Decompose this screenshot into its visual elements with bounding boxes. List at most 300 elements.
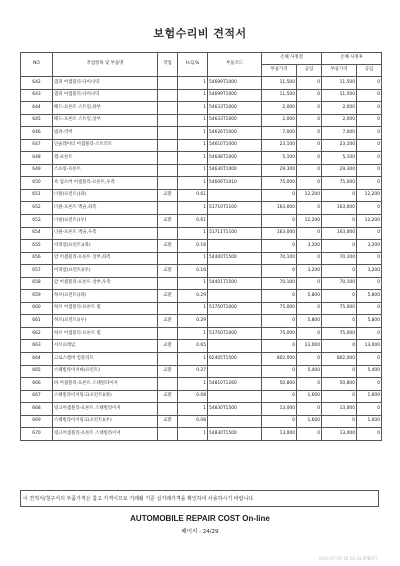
header-before-labor: 공임: [297, 65, 322, 77]
header-before-part-price: 부품가격: [262, 65, 297, 77]
row-part-code: [208, 290, 262, 303]
row-item-name: 어퍼암(프런트)(좌): [53, 240, 158, 253]
row-before-labor: 1,600: [297, 390, 322, 403]
row-after-labor: 0: [357, 403, 382, 416]
row-part-code: 54633T1000: [208, 114, 262, 127]
row-after-labor: 0: [357, 102, 382, 115]
row-part-code: [208, 265, 262, 278]
row-work-type: 교환: [158, 290, 178, 303]
table-row: [21, 428, 382, 441]
row-before-part-price: 75,000: [262, 302, 297, 315]
row-before-labor: 0: [297, 277, 322, 290]
row-part-code: 54630T1000: [208, 164, 262, 177]
row-item-name: 스태빌라이저링크(프런트)(좌): [53, 390, 158, 403]
row-after-part-price: 0: [322, 189, 357, 202]
row-after-part-price: 11,500: [322, 77, 357, 90]
row-work-type: [158, 102, 178, 115]
header-after-labor: 공임: [357, 65, 382, 77]
row-part-code: 54830T1500: [208, 428, 262, 441]
header-after-part-price: 부품가격: [322, 65, 357, 77]
row-item-name: 스태빌라이저바(프런트): [53, 365, 158, 378]
row-work-type: 교환: [158, 365, 178, 378]
header-after: 손해 사정후: [322, 53, 382, 65]
row-work-type: [158, 327, 178, 340]
row-work-type: [158, 77, 178, 90]
row-before-part-price: 13,000: [262, 403, 297, 416]
row-work-type: [158, 127, 178, 140]
row-before-part-price: 0: [262, 240, 297, 253]
table-row: [21, 102, 382, 115]
table-row: [21, 127, 382, 140]
table-row: [21, 265, 382, 278]
row-hq: 0.61: [178, 215, 208, 228]
row-part-code: [208, 390, 262, 403]
row-work-type: [158, 202, 178, 215]
row-before-labor: 0: [297, 227, 322, 240]
row-before-part-price: 5,100: [262, 152, 297, 165]
row-item-name: 인슐레이터 어셈블리-스트러트: [53, 139, 158, 152]
row-part-code: 54810T1260: [208, 378, 262, 391]
row-hq: 1: [178, 327, 208, 340]
row-before-labor: 0: [297, 89, 322, 102]
row-hq: 1: [178, 302, 208, 315]
table-row: [21, 240, 382, 253]
row-part-code: 54626T1000: [208, 127, 262, 140]
row-after-part-price: 0: [322, 340, 357, 353]
row-after-part-price: 11,500: [322, 89, 357, 102]
row-after-part-price: 0: [322, 265, 357, 278]
row-work-type: [158, 252, 178, 265]
row-hq: 1: [178, 114, 208, 127]
row-hq: 1: [178, 89, 208, 102]
row-before-part-price: 0: [262, 290, 297, 303]
row-no: 669: [21, 415, 53, 428]
row-before-labor: 12,200: [297, 189, 322, 202]
table-row: [21, 139, 382, 152]
row-hq: 1: [178, 378, 208, 391]
header-work: 작업: [158, 53, 178, 77]
row-part-code: [208, 415, 262, 428]
row-part-code: [208, 315, 262, 328]
row-part-code: 54699T1000: [208, 89, 262, 102]
row-part-code: 51750T1000: [208, 327, 262, 340]
row-item-name: 허브(프런트)(우): [53, 315, 158, 328]
row-work-type: 교환: [158, 315, 178, 328]
row-item-name: 허브 어셈블리-프론트 휠: [53, 302, 158, 315]
table-row: [21, 252, 382, 265]
row-after-part-price: 163,000: [322, 202, 357, 215]
row-work-type: [158, 428, 178, 441]
row-after-labor: 0: [357, 89, 382, 102]
row-hq: 1: [178, 152, 208, 165]
row-after-labor: 0: [357, 327, 382, 340]
row-after-part-price: 7,000: [322, 127, 357, 140]
row-item-name: 바 어셈블리-프론트 스태빌라이저: [53, 378, 158, 391]
row-hq: 1: [178, 177, 208, 190]
row-before-labor: 0: [297, 403, 322, 416]
table-row: [21, 177, 382, 190]
row-no: 649: [21, 164, 53, 177]
table-row: [21, 327, 382, 340]
row-before-labor: 0: [297, 164, 322, 177]
row-before-labor: 0: [297, 353, 322, 366]
row-hq: 1: [178, 277, 208, 290]
table-row: [21, 290, 382, 303]
row-part-code: [208, 365, 262, 378]
row-no: 652: [21, 202, 53, 215]
row-after-labor: 0: [357, 164, 382, 177]
row-part-code: 51750T1000: [208, 302, 262, 315]
row-part-code: 54830T1500: [208, 403, 262, 416]
row-before-part-price: 29,300: [262, 164, 297, 177]
row-after-labor: 12,200: [357, 189, 382, 202]
row-part-code: 54699T1000: [208, 77, 262, 90]
row-before-labor: 3,200: [297, 265, 322, 278]
row-work-type: 교환: [158, 215, 178, 228]
row-before-part-price: 75,000: [262, 177, 297, 190]
row-hq: 1: [178, 403, 208, 416]
row-hq: 1: [178, 227, 208, 240]
row-no: 647: [21, 139, 53, 152]
row-after-part-price: 802,000: [322, 353, 357, 366]
row-before-part-price: 802,000: [262, 353, 297, 366]
row-part-code: 51710T1100: [208, 202, 262, 215]
row-item-name: 너클-프론트 액슬,좌측: [53, 202, 158, 215]
row-before-part-price: 2,000: [262, 114, 297, 127]
row-no: 644: [21, 102, 53, 115]
row-after-labor: 5,400: [357, 365, 382, 378]
row-hq: 0.16: [178, 265, 208, 278]
row-hq: 1: [178, 202, 208, 215]
row-part-code: 54648T1000: [208, 152, 262, 165]
row-no: 670: [21, 428, 53, 441]
row-before-labor: 3,200: [297, 240, 322, 253]
row-after-part-price: 5,100: [322, 152, 357, 165]
row-before-part-price: 0: [262, 265, 297, 278]
row-after-labor: 13,000: [357, 340, 382, 353]
row-item-name: 어퍼암(프런트)(우): [53, 265, 158, 278]
row-before-labor: 0: [297, 302, 322, 315]
row-no: 668: [21, 403, 53, 416]
header-row-1: [21, 53, 382, 65]
row-hq: 0.65: [178, 340, 208, 353]
row-before-part-price: 11,500: [262, 89, 297, 102]
row-work-type: [158, 114, 178, 127]
row-after-labor: 1,600: [357, 415, 382, 428]
table-row: [21, 89, 382, 102]
row-work-type: [158, 378, 178, 391]
row-after-labor: 1,600: [357, 390, 382, 403]
row-before-labor: 1,600: [297, 415, 322, 428]
row-part-code: 54400T1500: [208, 252, 262, 265]
row-no: 657: [21, 265, 53, 278]
table-row: [21, 390, 382, 403]
row-before-part-price: 70,100: [262, 252, 297, 265]
row-before-part-price: 23,100: [262, 139, 297, 152]
row-after-labor: 0: [357, 302, 382, 315]
row-no: 646: [21, 127, 53, 140]
row-before-part-price: 11,500: [262, 77, 297, 90]
table-row: [21, 403, 382, 416]
table-row: [21, 227, 382, 240]
row-no: 661: [21, 315, 53, 328]
row-work-type: [158, 177, 178, 190]
row-work-type: [158, 89, 178, 102]
row-after-part-price: 29,300: [322, 164, 357, 177]
row-after-part-price: 0: [322, 290, 357, 303]
row-before-labor: 0: [297, 127, 322, 140]
header-before: 손해 사정전: [262, 53, 322, 65]
print-stamp: 2024-07-05 16:54:34 RPB077: [318, 556, 378, 561]
row-before-part-price: 0: [262, 315, 297, 328]
row-after-labor: 0: [357, 378, 382, 391]
row-work-type: 교환: [158, 415, 178, 428]
row-hq: 1: [178, 102, 208, 115]
row-item-name: 패드-프론트 스트럿,상부: [53, 114, 158, 127]
row-hq: 1: [178, 252, 208, 265]
row-no: 656: [21, 252, 53, 265]
row-item-name: 너클(프런트)(우): [53, 215, 158, 228]
row-before-labor: 0: [297, 114, 322, 127]
row-before-labor: 0: [297, 177, 322, 190]
row-after-labor: 0: [357, 202, 382, 215]
row-after-part-price: 0: [322, 215, 357, 228]
row-part-code: [208, 240, 262, 253]
row-after-labor: 0: [357, 277, 382, 290]
row-before-labor: 0: [297, 428, 322, 441]
row-item-name: 너클-프론트 액슬,우측: [53, 227, 158, 240]
price-notice: 이 견적서/청구서의 부품가격은 참고 가격이므로 거래될 기준 실거래가격을 확인하여 사용하시기 바랍니다.: [20, 490, 379, 507]
row-after-part-price: 2,000: [322, 114, 357, 127]
header-hq: H,Q,%: [178, 53, 208, 77]
row-after-labor: 3,200: [357, 265, 382, 278]
row-work-type: 교환: [158, 340, 178, 353]
row-item-name: 캡-프론트: [53, 152, 158, 165]
row-after-labor: 0: [357, 127, 382, 140]
row-before-part-price: 0: [262, 189, 297, 202]
row-before-part-price: 50,800: [262, 378, 297, 391]
row-before-labor: 0: [297, 102, 322, 115]
table-row: [21, 415, 382, 428]
table-row: [21, 114, 382, 127]
row-after-part-price: 75,000: [322, 327, 357, 340]
table-row: [21, 353, 382, 366]
row-after-labor: 0: [357, 152, 382, 165]
row-no: 662: [21, 327, 53, 340]
row-no: 665: [21, 365, 53, 378]
table-row: [21, 315, 382, 328]
row-hq: 0.08: [178, 390, 208, 403]
row-part-code: [208, 340, 262, 353]
header-no: NO: [21, 53, 53, 77]
row-hq: 0.29: [178, 290, 208, 303]
footer-title: AUTOMOBILE REPAIR COST On-line: [130, 514, 270, 523]
row-hq: 0.61: [178, 189, 208, 202]
row-no: 653: [21, 215, 53, 228]
row-item-name: 댐퍼 어셈블리-다이나믹: [53, 77, 158, 90]
row-item-name: 스태빌라이저링크(프런트)(우): [53, 415, 158, 428]
row-item-name: 너클(프런트)(좌): [53, 189, 158, 202]
row-work-type: [158, 403, 178, 416]
estimate-table: [20, 52, 382, 441]
row-after-part-price: 0: [322, 390, 357, 403]
row-work-type: [158, 353, 178, 366]
row-after-labor: 3,200: [357, 240, 382, 253]
row-after-labor: 0: [357, 77, 382, 90]
row-no: 648: [21, 152, 53, 165]
row-item-name: 패드-프론트 스트럿,하부: [53, 102, 158, 115]
row-after-labor: 0: [357, 227, 382, 240]
row-before-part-price: 75,000: [262, 327, 297, 340]
row-hq: 0.08: [178, 415, 208, 428]
row-work-type: [158, 164, 178, 177]
row-work-type: [158, 277, 178, 290]
row-after-part-price: 2,000: [322, 102, 357, 115]
header-item: 작업항목 및 부품명: [53, 53, 158, 77]
row-work-type: [158, 302, 178, 315]
row-before-part-price: 13,000: [262, 428, 297, 441]
row-before-labor: 5,800: [297, 315, 322, 328]
row-no: 666: [21, 378, 53, 391]
row-part-code: 51711T1100: [208, 227, 262, 240]
row-before-part-price: 7,000: [262, 127, 297, 140]
table-row: [21, 164, 382, 177]
row-work-type: 교환: [158, 390, 178, 403]
row-part-code: [208, 215, 262, 228]
row-after-part-price: 70,100: [322, 252, 357, 265]
row-no: 667: [21, 390, 53, 403]
row-before-part-price: 2,000: [262, 102, 297, 115]
row-work-type: 교환: [158, 265, 178, 278]
row-hq: 0.16: [178, 240, 208, 253]
row-after-part-price: 13,000: [322, 428, 357, 441]
row-item-name: 암 어셈블리-프론트 상부,우측: [53, 277, 158, 290]
row-no: 655: [21, 240, 53, 253]
row-before-part-price: 0: [262, 390, 297, 403]
row-part-code: 62405T1500: [208, 353, 262, 366]
row-no: 645: [21, 114, 53, 127]
row-work-type: 교환: [158, 189, 178, 202]
row-no: 651: [21, 189, 53, 202]
row-hq: 0.29: [178, 315, 208, 328]
row-work-type: [158, 227, 178, 240]
row-after-labor: 0: [357, 353, 382, 366]
row-item-name: 허브(프런트)(좌): [53, 290, 158, 303]
row-item-name: 크로스멤버 컴플리트: [53, 353, 158, 366]
row-before-labor: 13,000: [297, 340, 322, 353]
row-item-name: 암 어셈블리-프론트 상부,좌측: [53, 252, 158, 265]
row-no: 643: [21, 89, 53, 102]
row-item-name: 스프링-프론트: [53, 164, 158, 177]
table-row: [21, 152, 382, 165]
row-after-labor: 0: [357, 252, 382, 265]
row-after-part-price: 13,000: [322, 403, 357, 416]
row-item-name: 링크어셈블리-프론트 스태빌라이저: [53, 403, 158, 416]
row-before-part-price: 0: [262, 415, 297, 428]
row-after-part-price: 0: [322, 315, 357, 328]
row-before-part-price: 0: [262, 365, 297, 378]
row-hq: 1: [178, 77, 208, 90]
row-part-code: 54610T1000: [208, 139, 262, 152]
row-work-type: 교환: [158, 240, 178, 253]
row-before-part-price: 0: [262, 340, 297, 353]
row-item-name: 허브 어셈블리-프론트 휠: [53, 327, 158, 340]
row-part-code: [208, 189, 262, 202]
row-before-labor: 0: [297, 152, 322, 165]
row-no: 659: [21, 290, 53, 303]
table-row: [21, 215, 382, 228]
row-after-part-price: 23,100: [322, 139, 357, 152]
row-part-code: 54633T1000: [208, 102, 262, 115]
row-before-labor: 0: [297, 139, 322, 152]
row-part-code: 54401T1500: [208, 277, 262, 290]
row-before-labor: 12,200: [297, 215, 322, 228]
table-row: [21, 202, 382, 215]
row-before-part-price: 163,000: [262, 202, 297, 215]
row-after-labor: 5,800: [357, 315, 382, 328]
page-number: 페이지 : 24/29: [181, 529, 219, 535]
row-hq: 1: [178, 164, 208, 177]
row-no: 663: [21, 340, 53, 353]
row-before-part-price: 163,000: [262, 227, 297, 240]
row-before-labor: 5,800: [297, 290, 322, 303]
row-before-labor: 0: [297, 202, 322, 215]
table-row: [21, 277, 382, 290]
row-after-labor: 12,200: [357, 215, 382, 228]
row-no: 658: [21, 277, 53, 290]
row-no: 664: [21, 353, 53, 366]
header-code: 부품코드: [208, 53, 262, 77]
row-no: 654: [21, 227, 53, 240]
row-after-part-price: 0: [322, 415, 357, 428]
row-after-labor: 0: [357, 177, 382, 190]
row-after-part-price: 50,800: [322, 378, 357, 391]
row-work-type: [158, 139, 178, 152]
row-no: 660: [21, 302, 53, 315]
row-no: 642: [21, 77, 53, 90]
table-row: [21, 189, 382, 202]
document-title: 보험수리비 견적서: [153, 27, 247, 40]
row-before-labor: 0: [297, 327, 322, 340]
row-hq: 1: [178, 127, 208, 140]
row-after-part-price: 75,000: [322, 302, 357, 315]
row-before-part-price: 0: [262, 215, 297, 228]
row-after-part-price: 0: [322, 240, 357, 253]
row-item-name: 서브프레임: [53, 340, 158, 353]
row-before-labor: 5,400: [297, 365, 322, 378]
row-item-name: 범퍼-러버: [53, 127, 158, 140]
row-hq: 1: [178, 139, 208, 152]
row-after-part-price: 0: [322, 365, 357, 378]
table-row: [21, 340, 382, 353]
row-work-type: [158, 152, 178, 165]
row-after-labor: 0: [357, 114, 382, 127]
row-after-part-price: 70,100: [322, 277, 357, 290]
row-after-labor: 5,800: [357, 290, 382, 303]
table-row: [21, 378, 382, 391]
row-after-part-price: 163,000: [322, 227, 357, 240]
row-item-name: 댐퍼 어셈블리-다이나믹: [53, 89, 158, 102]
row-item-name: 링크어셈블리-프론트 스태빌라이저: [53, 428, 158, 441]
table-row: [21, 302, 382, 315]
row-no: 650: [21, 177, 53, 190]
row-hq: 0.27: [178, 365, 208, 378]
row-after-labor: 0: [357, 139, 382, 152]
row-after-part-price: 75,000: [322, 177, 357, 190]
row-before-labor: 0: [297, 378, 322, 391]
table-row: [21, 77, 382, 90]
row-before-labor: 0: [297, 77, 322, 90]
